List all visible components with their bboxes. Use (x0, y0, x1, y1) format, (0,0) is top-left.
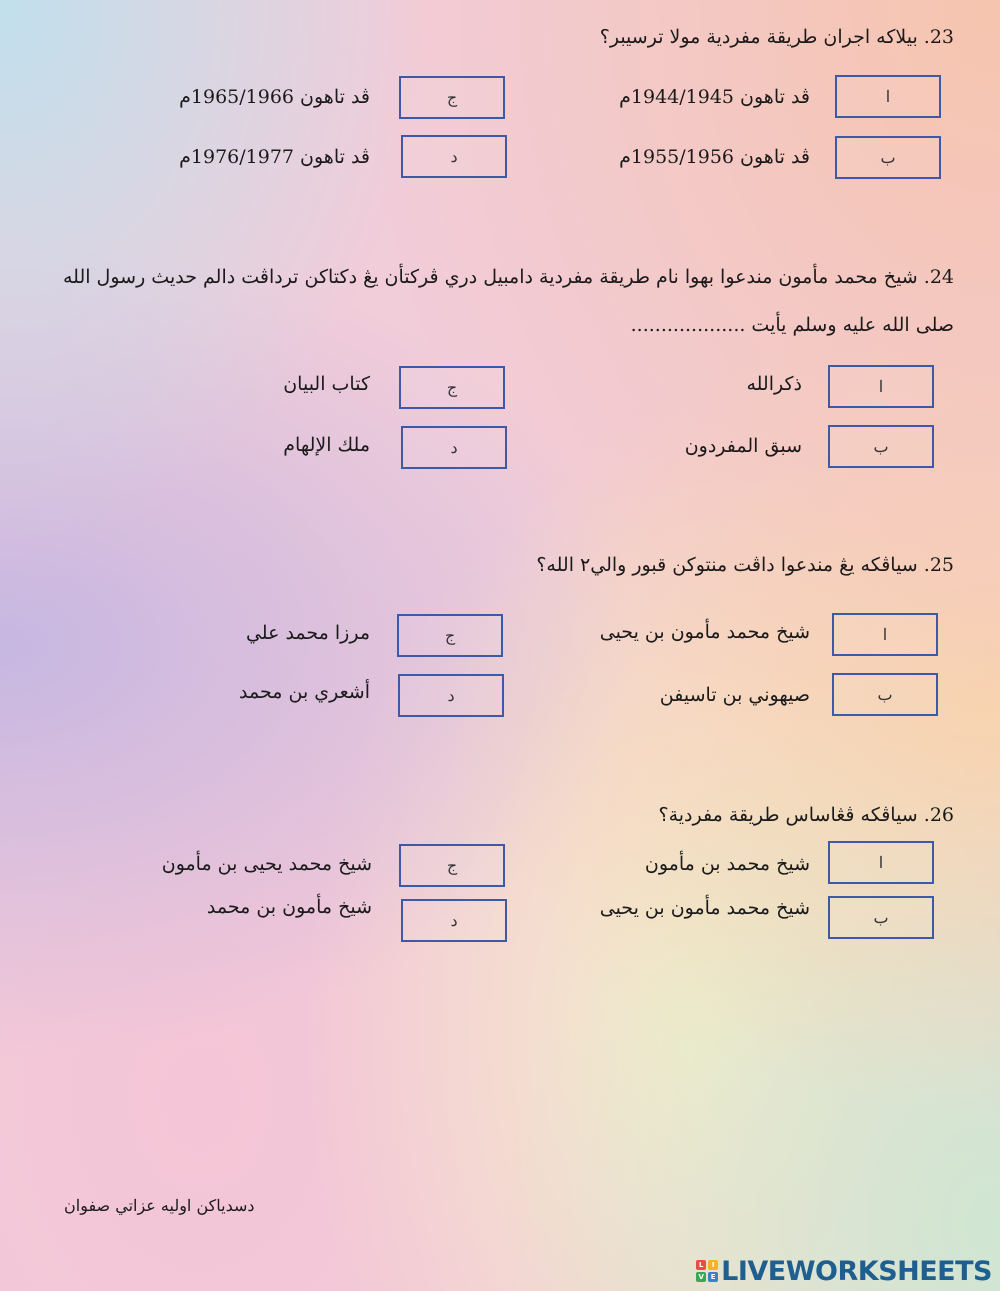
answer-box-23-b[interactable] (835, 136, 941, 179)
option-25-c-text: مرزا محمد علي (245, 622, 370, 644)
option-letter: ج (444, 626, 456, 645)
option-25-b-text: صيهوني بن تاسيفن (659, 684, 810, 706)
answer-box-25-d[interactable] (398, 674, 504, 717)
logo-block-i: I (708, 1260, 718, 1270)
answer-box-25-a[interactable] (832, 613, 938, 656)
option-23-d-text: ڤد تاهون 1976/1977م (179, 146, 370, 168)
option-letter: ج (446, 88, 458, 107)
logo-block-v: V (696, 1272, 706, 1282)
question-25-text: 25. سياڤكه يڠ مندعوا داڤت منتوكن قبور والي٢ الله؟ (536, 554, 954, 576)
option-23-c-text: ڤد تاهون 1965/1966م (179, 86, 370, 108)
option-25-d-text: أشعري بن محمد (239, 681, 370, 703)
answer-box-25-b[interactable] (832, 673, 938, 716)
answer-box-26-b[interactable] (828, 896, 934, 939)
answer-box-26-c[interactable] (399, 844, 505, 887)
option-26-b-text: شيخ محمد مأمون بن يحيى (599, 897, 810, 919)
question-24-text-line2: صلى الله عليه وسلم يأيت ................... (630, 314, 954, 336)
option-26-a-text: شيخ محمد بن مأمون (644, 853, 810, 875)
option-letter: د (447, 686, 455, 705)
option-letter: ا (885, 87, 891, 106)
option-letter: ب (880, 148, 896, 167)
answer-box-25-c[interactable] (397, 614, 503, 657)
option-letter: ب (873, 908, 889, 927)
option-letter: ا (882, 625, 888, 644)
option-letter: ج (446, 378, 458, 397)
option-26-d-text: شيخ مأمون بن محمد (206, 896, 372, 918)
option-23-a-text: ڤد تاهون 1944/1945م (619, 86, 810, 108)
option-letter: ب (873, 437, 889, 456)
answer-box-24-c[interactable] (399, 366, 505, 409)
option-letter: د (450, 147, 458, 166)
answer-box-26-d[interactable] (401, 899, 507, 942)
answer-box-26-a[interactable] (828, 841, 934, 884)
option-23-b-text: ڤد تاهون 1955/1956م (619, 146, 810, 168)
option-24-d-text: ملك الإلهام (283, 434, 370, 456)
logo-block-e: E (708, 1272, 718, 1282)
liveworksheets-logo[interactable] (696, 1256, 992, 1286)
question-26-text: 26. سياڤكه ڤڠاساس طريقة مفردية؟ (658, 804, 954, 826)
question-23-text: 23. بيلاكه اجران طريقة مفردية مولا ترسيبر؟ (599, 26, 954, 48)
answer-box-23-d[interactable] (401, 135, 507, 178)
answer-box-23-c[interactable] (399, 76, 505, 119)
option-24-c-text: كتاب البيان (283, 373, 370, 395)
option-letter: د (450, 438, 458, 457)
logo-block-l: L (696, 1260, 706, 1270)
author-credit: دسدياكن اوليه عزاتي صفوان (64, 1196, 255, 1215)
option-25-a-text: شيخ محمد مأمون بن يحيى (599, 621, 810, 643)
option-letter: ا (878, 853, 884, 872)
logo-blocks-icon (696, 1260, 718, 1282)
option-24-b-text: سبق المفردون (684, 435, 802, 457)
answer-box-23-a[interactable] (835, 75, 941, 118)
option-letter: د (450, 911, 458, 930)
option-24-a-text: ذكرالله (746, 373, 802, 395)
question-24-text: 24. شيخ محمد مأمون مندعوا بهوا نام طريقة مفردية دامبيل دري ڤركتأن يڠ دكتاكن ترداڤت دالم حديث رسول الله (62, 266, 954, 288)
answer-box-24-b[interactable] (828, 425, 934, 468)
option-letter: ب (877, 685, 893, 704)
option-letter: ج (446, 856, 458, 875)
option-letter: ا (878, 377, 884, 396)
logo-text: LIVEWORKSHEETS (721, 1255, 992, 1287)
answer-box-24-a[interactable] (828, 365, 934, 408)
answer-box-24-d[interactable] (401, 426, 507, 469)
option-26-c-text: شيخ محمد يحيى بن مأمون (161, 853, 372, 875)
